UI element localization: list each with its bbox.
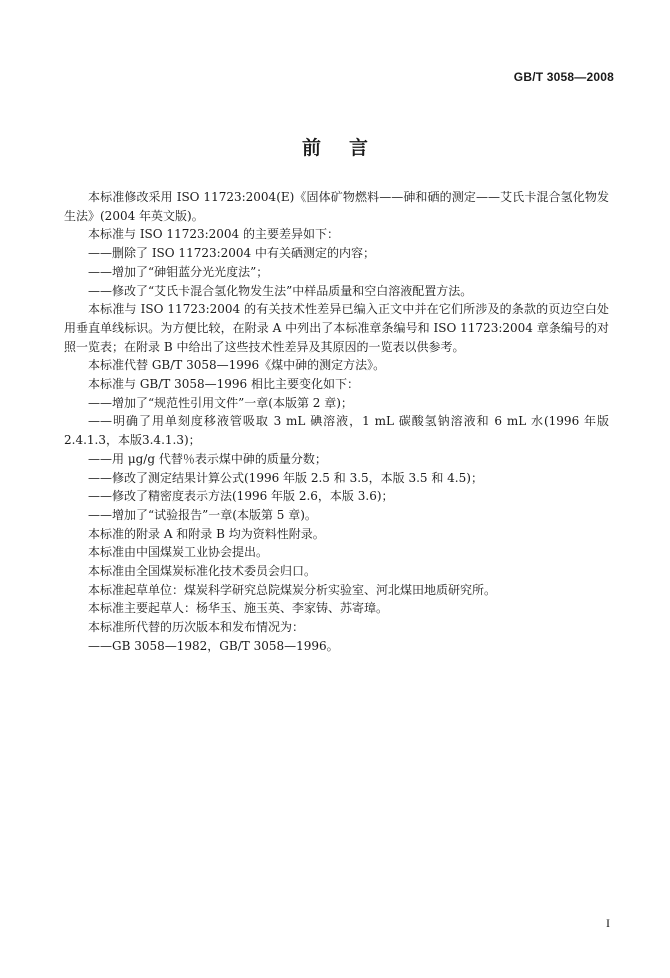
- standard-number: GB/T 3058—2008: [513, 70, 614, 84]
- list-item: ——修改了“艾氏卡混合氢化物发生法”中样品质量和空白溶液配置方法。: [88, 283, 473, 298]
- document-body: [64, 188, 609, 656]
- page-title: 前言: [301, 137, 396, 159]
- list-item: ——删除了 ISO 11723:2004 中有关硒测定的内容；: [88, 246, 375, 261]
- paragraph: 本标准的附录 A 和附录 B 均为资料性附录。: [88, 526, 325, 541]
- page-number: I: [606, 916, 610, 930]
- list-item: ——GB 3058—1982，GB/T 3058—1996。: [88, 638, 339, 653]
- list-item: ——增加了“试验报告”一章(本版第 5 章)。: [88, 507, 317, 522]
- paragraph: 本标准由全国煤炭标准化技术委员会归口。: [88, 564, 317, 579]
- paragraph: 本标准主要起草人：杨华玉、施玉英、李家铸、苏寄璋。: [88, 601, 389, 616]
- list-item: ——用 μg/g 代替％表示煤中砷的质量分数；: [88, 451, 327, 466]
- paragraph: 本标准代替 GB/T 3058—1996《煤中砷的测定方法》。: [88, 358, 386, 373]
- paragraph: 本标准由中国煤炭工业协会提出。: [88, 545, 269, 560]
- paragraph: 本标准与 ISO 11723:2004 的主要差异如下：: [88, 227, 339, 242]
- paragraph: 本标准修改采用 ISO 11723:2004(E)《固体矿物燃料——砷和硒的测定——艾氏卡混合氢化物发生法》(2004 年英文版)。: [64, 190, 609, 223]
- list-item: ——增加了“砷钼蓝分光光度法”；: [88, 264, 269, 279]
- paragraph: 本标准所代替的历次版本和发布情况为：: [88, 620, 305, 635]
- paragraph: 本标准起草单位：煤炭科学研究总院煤炭分析实验室、河北煤田地质研究所。: [88, 582, 497, 597]
- list-item: ——明确了用单刻度移液管吸取 3 mL 碘溶液，1 mL 碳酸氢钠溶液和 6 mL 水(1996 年版 2.4.1.3，本版3.4.1.3)；: [64, 414, 609, 448]
- paragraph: 本标准与 GB/T 3058—1996 相比主要变化如下：: [88, 377, 359, 392]
- list-item: ——修改了测定结果计算公式(1996 年版 2.5 和 3.5，本版 3.5 和 4.5)；: [88, 470, 483, 485]
- list-item: ——增加了“规范性引用文件”一章(本版第 2 章)；: [88, 395, 353, 410]
- paragraph: 本标准与 ISO 11723:2004 的有关技术性差异已编入正文中并在它们所涉及的条款的页边空白处用垂直单线标识。为方便比较，在附录 A 中列出了本标准章条编号和 ISO 11723:2004 章条编号的对照一览表；在附录 B 中给出了这些技术性差异及其原因的一览表以供参考。: [64, 302, 609, 354]
- list-item: ——修改了精密度表示方法(1996 年版 2.6，本版 3.6)；: [88, 489, 394, 504]
